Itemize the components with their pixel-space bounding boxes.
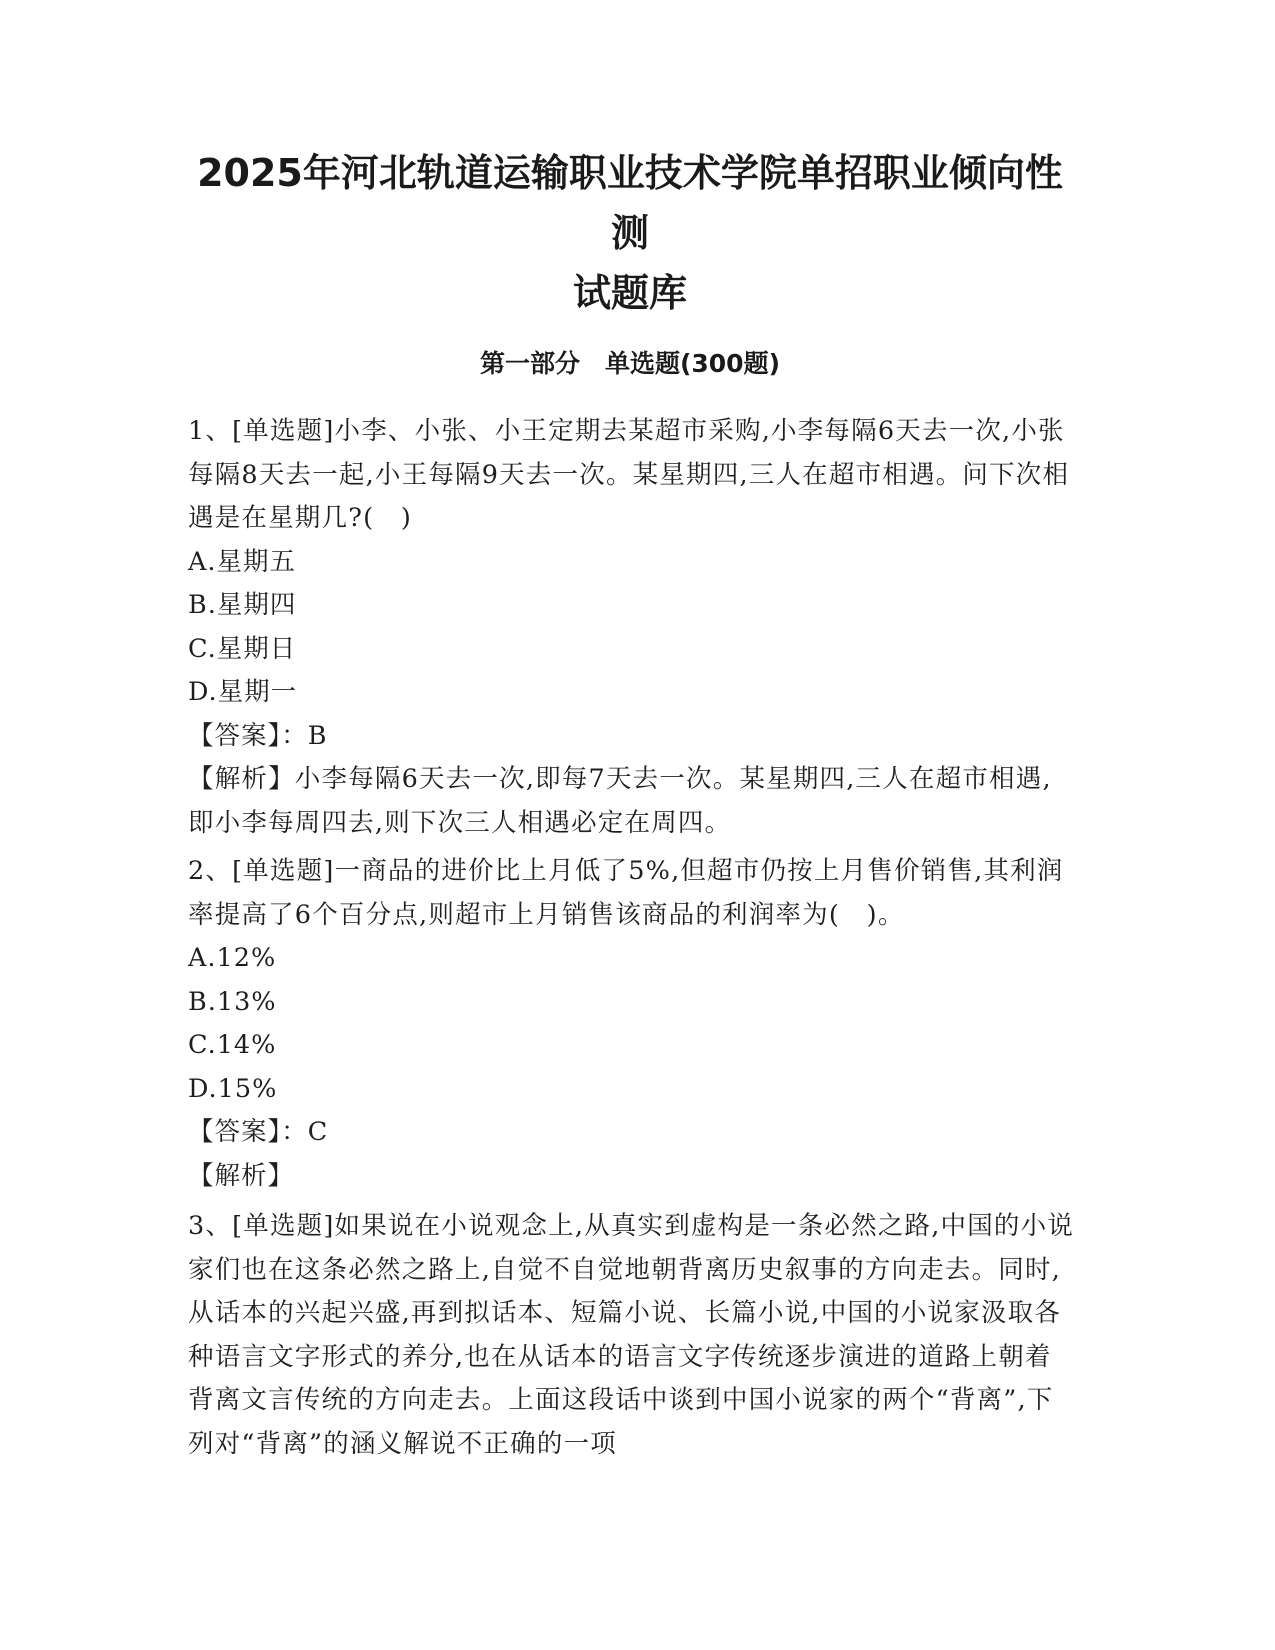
option-b: B.星期四 [188, 590, 297, 620]
section-heading: 第一部分 单选题(300题) [479, 349, 781, 378]
document-title-line-2: 试题库 [572, 271, 687, 315]
answer-line: 【答案】：B [188, 720, 328, 751]
option-a: A.12% [188, 943, 277, 973]
answer-line: 【答案】：C [188, 1117, 329, 1147]
option-a: A.星期五 [188, 546, 297, 577]
question-stem: 1、[单选题]小李、小张、小王定期去某超市采购,小李每隔6天去一次,小张每隔8天去一起,小王每隔9天去一次。某星期四,三人在超市相遇。问下次相遇是在星期几?( ) [188, 416, 1070, 533]
option-c: C.星期日 [188, 633, 297, 664]
option-c: C.14% [188, 1030, 277, 1060]
option-b: B.13% [188, 986, 277, 1017]
option-d: D.星期一 [188, 677, 298, 707]
option-d: D.15% [188, 1073, 278, 1104]
question-stem: 2、[单选题]一商品的进价比上月低了5%,但超市仍按上月售价销售,其利润率提高了6个百分点,则超市上月销售该商品的利润率为( )。 [188, 856, 1064, 930]
analysis-text: 【解析】小李每隔6天去一次,即每7天去一次。某星期四,三人在超市相遇,即小李每周四去,则下次三人相遇必定在周四。 [188, 764, 1052, 838]
document-title [180, 143, 1080, 323]
question-2 [188, 850, 1078, 1198]
question-3 [188, 1205, 1078, 1466]
document-title-line-1: 2025年河北轨道运输职业技术学院单招职业倾向性测 [197, 151, 1063, 255]
analysis-text: 【解析】 [188, 1160, 295, 1191]
question-stem: 3、[单选题]如果说在小说观念上,从真实到虚构是一条必然之路,中国的小说家们也在这条必然之路上,自觉不自觉地朝背离历史叙事的方向走去。同时,从话本的兴起兴盛,再到拟话本、短篇小说、长篇小说,中国的小说家汲取各种语言文字形式的养分,也在从话本的语言文字传统逐步演进的道路上朝着背离文言传统的方向走去。上面这段话中谈到中国小说家的两个“背离”,下列对“背离”的涵义解说不正确的一项 [188, 1211, 1075, 1459]
question-1 [188, 410, 1078, 845]
